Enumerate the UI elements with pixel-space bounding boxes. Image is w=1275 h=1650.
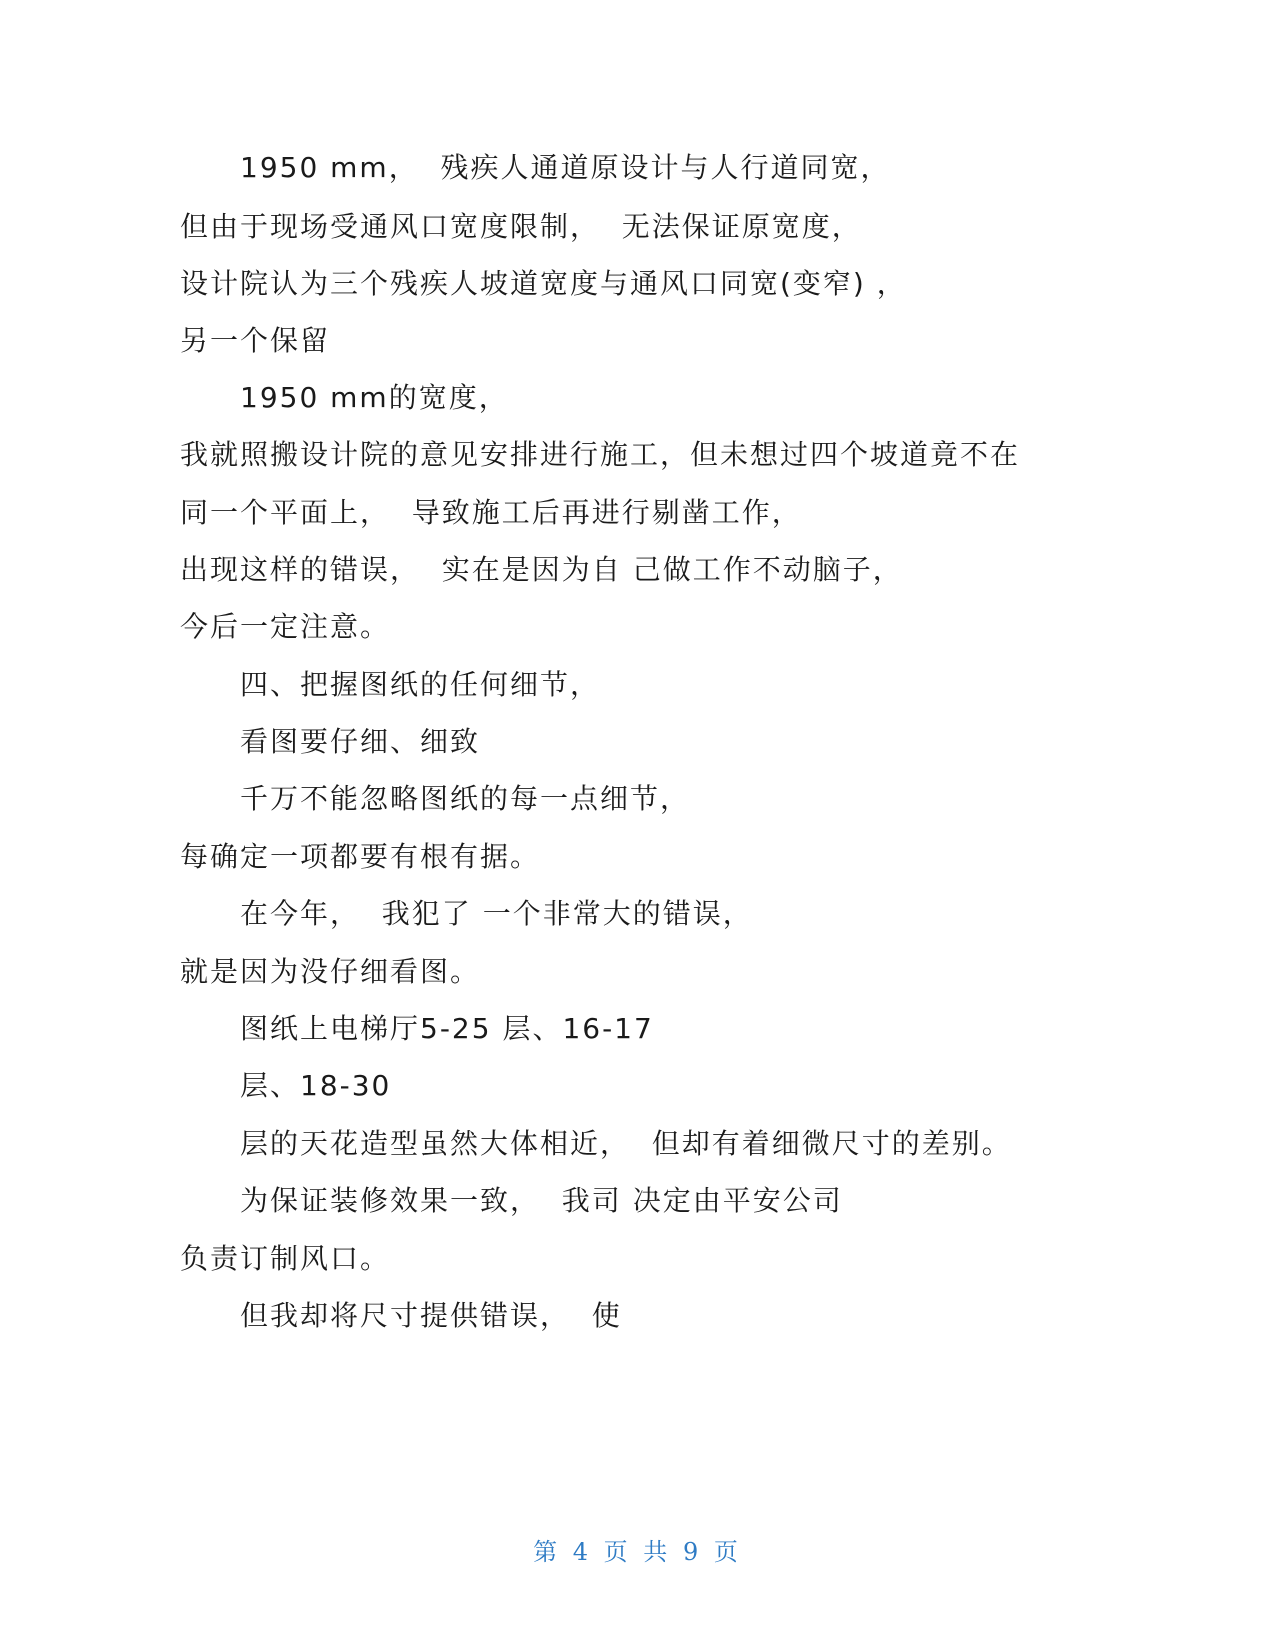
- body-text-line: 图纸上电梯厅5-25 层、16-17: [240, 1012, 654, 1045]
- body-text-line: 但由于现场受通风口宽度限制， 无法保证原宽度，: [180, 210, 862, 243]
- body-text-line: 负责订制风口。: [180, 1242, 391, 1275]
- body-text-line: 在今年， 我犯了 一个非常大的错误，: [240, 897, 753, 930]
- body-text-line: 层的天花造型虽然大体相近， 但却有着细微尺寸的差别。: [240, 1127, 1012, 1160]
- page-number-footer: 第 4 页 共 9 页: [533, 1538, 742, 1566]
- body-text-line: 但我却将尺寸提供错误， 使: [240, 1299, 622, 1332]
- body-text-line: 1950 mm的宽度，: [240, 381, 509, 414]
- body-text-line: 每确定一项都要有根有据。: [180, 840, 541, 873]
- body-text-line: 我就照搬设计院的意见安排进行施工，但未想过四个坡道竟不在: [180, 438, 1021, 471]
- body-text-line: 今后一定注意。: [180, 610, 391, 643]
- body-text-line: 另一个保留: [180, 324, 331, 357]
- body-text-line: 千万不能忽略图纸的每一点细节，: [240, 782, 691, 815]
- body-text-line: 同一个平面上， 导致施工后再进行剔凿工作，: [180, 496, 802, 529]
- body-text-line: 为保证装修效果一致， 我司 决定由平安公司: [240, 1184, 843, 1217]
- body-text-line: 就是因为没仔细看图。: [180, 955, 481, 988]
- section-heading: 四、把握图纸的任何细节，: [240, 668, 601, 701]
- body-text-line: 出现这样的错误， 实在是因为自 己做工作不动脑子，: [180, 553, 903, 586]
- body-text-line: 看图要仔细、细致: [240, 725, 481, 758]
- body-text-line: 层、18-30: [240, 1069, 392, 1102]
- body-text-line: 1950 mm， 残疾人通道原设计与人行道同宽，: [240, 151, 891, 184]
- body-text-line: 设计院认为三个残疾人坡道宽度与通风口同宽(变窄) ，: [180, 267, 907, 300]
